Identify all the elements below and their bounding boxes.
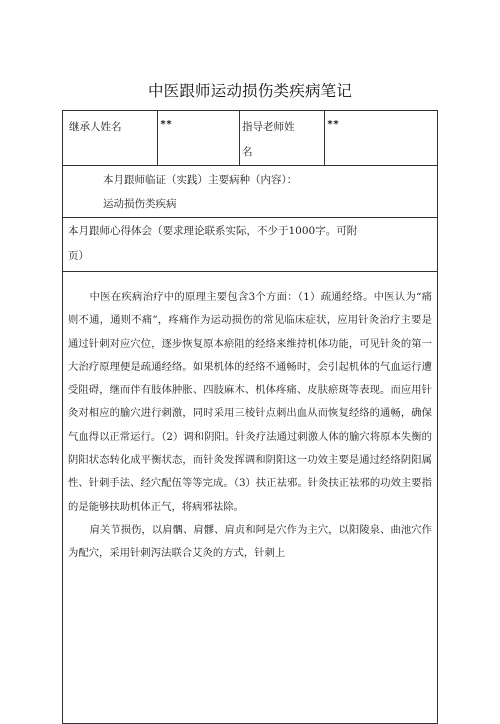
inheritor-name-value: ** [160,119,173,130]
experience-body [68,286,432,566]
experience-label-wrap: 页） [68,250,89,262]
practice-value: 运动损伤类疾病 [103,198,177,210]
divider-horizontal [63,217,437,218]
body-paragraph: 肩关节损伤，以肩髃、肩髎、肩贞和阿是穴作为主穴，以阳陵泉、曲池穴作为配穴，采用针刺泻法联合艾灸的方式，针刺上 [68,523,432,560]
mentor-name-label-wrap: 名 [242,146,253,158]
notes-form [62,110,438,724]
inheritor-name-label: 继承人姓名 [69,121,122,133]
mentor-name-label: 指导老师姓 [242,121,295,133]
divider-horizontal [63,271,437,272]
mentor-name-value: ** [327,119,340,130]
practice-label: 本月跟师临证（实践）主要病种（内容）： [103,174,298,186]
document-title: 中医跟师运动损伤类疾病笔记 [147,82,353,100]
experience-label: 本月跟师心得体会（要求理论联系实际，不少于1000字。可附 [68,225,358,237]
body-paragraph: 中医在疾病治疗中的原理主要包含3个方面：（1）疏通经络。中医认为“痛则不通，通则不痛”，疼痛作为运动损伤的常见临床症状，应用针灸治疗主要是通过针刺对应穴位，逐步恢复原本瘀阻的经络来维持机体功能，可见针灸的第一大治疗原理便是疏通经络。如果机体的经络不通畅时，会引起机体的气血运行遭受阻碍，继而伴有肢体肿胀、四肢麻木、机体疼痛、皮肤瘀斑等表现。而应用针灸对相应的腧穴进行刺激，同时采用三棱针点刺出血从而恢复经络的通畅，确保气血得以正常运行。（2）调和阴阳。针灸疗法通过刺激人体的腧穴将原本失衡的阴阳状态转化成平衡状态，而针灸发挥调和阴阳这一功效主要是通过经络阴阳属性、针刺手法、经穴配伍等等完成。（3）扶正祛邪。针灸扶正祛邪的功效主要指的是能够扶助机体正气，将病邪祛除。 [68,291,432,513]
divider-vertical [157,111,158,165]
divider-vertical [324,111,325,165]
divider-vertical [239,111,240,165]
divider-horizontal [63,165,437,166]
